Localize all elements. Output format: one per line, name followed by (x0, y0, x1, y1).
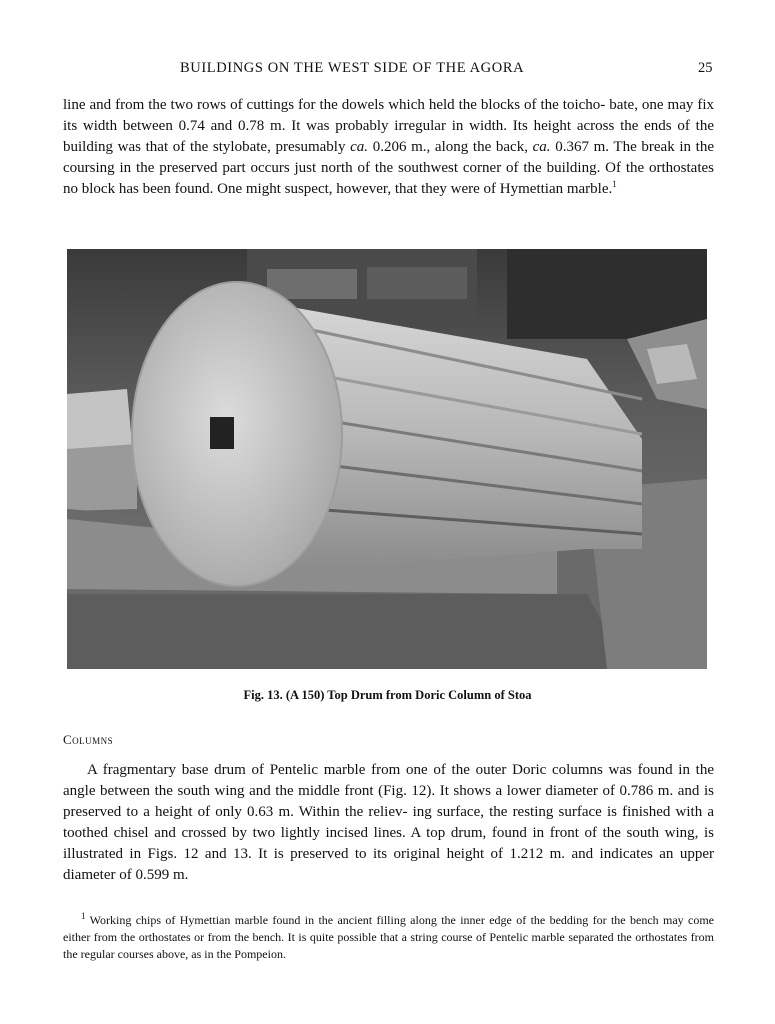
running-head (0, 60, 775, 82)
footnote (63, 912, 714, 963)
body-paragraph-2: A fragmentary base drum of Pentelic marble from one of the outer Doric columns was found in the angle between the south wing and the middle front (Fig. 12). It shows a lower diameter of 0.786 m. and is preserved to a height of only 0.63 m. Within the reliev- ing surface, the resting surface is finished with a toothed chisel and crossed by two lightly incised lines. A top drum, found in front of the south wing, is illustrated in Figs. 12 and 13. It is preserved to its original height of 1.212 m. and indicates an upper diameter of 0.599 m. (63, 762, 714, 883)
footnote-text: Working chips of Hymettian marble found in the ancient filling along the inner edge of the bedding for the bench may come either from the orthostates or from the bench. It is quite possible that a string course of Pentelic marble separated the orthostates from the regular courses above, as in the Pompeion. (63, 913, 714, 961)
footnote-marker: 1 (81, 911, 86, 921)
paragraph-1-text-c: 0.367 m. The break in the coursing in the preserved part occurs just north of the southwest corner of the building. Of the orthostates no block has been found. One might suspect, however, that they were of Hymettian marble. (63, 139, 714, 197)
body-paragraph-1 (63, 95, 714, 200)
running-title: BUILDINGS ON THE WEST SIDE OF THE AGORA (180, 60, 525, 76)
ca-abbrev-1: ca. (350, 139, 369, 155)
figure-photo-column-drum (67, 249, 707, 669)
paragraph-1-text-a: line and from the two rows of cuttings for the dowels which held the blocks of the toicho- bate, one may fix its width between 0.74 and 0.78 m. It was probably irregular in width. Its height across the ends of the building was that of the stylobate, presumably (63, 97, 714, 155)
photo-column-drum (67, 249, 707, 669)
figure-caption: Fig. 13. (A 150) Top Drum from Doric Column of Stoa (243, 688, 532, 702)
ca-abbrev-2: ca. (532, 139, 551, 155)
paragraph-1-text-b: 0.206 m., along the back, (368, 139, 533, 155)
page-number: 25 (698, 60, 713, 76)
section-heading: Columns (63, 732, 114, 747)
footnote-reference: 1 (612, 179, 617, 189)
